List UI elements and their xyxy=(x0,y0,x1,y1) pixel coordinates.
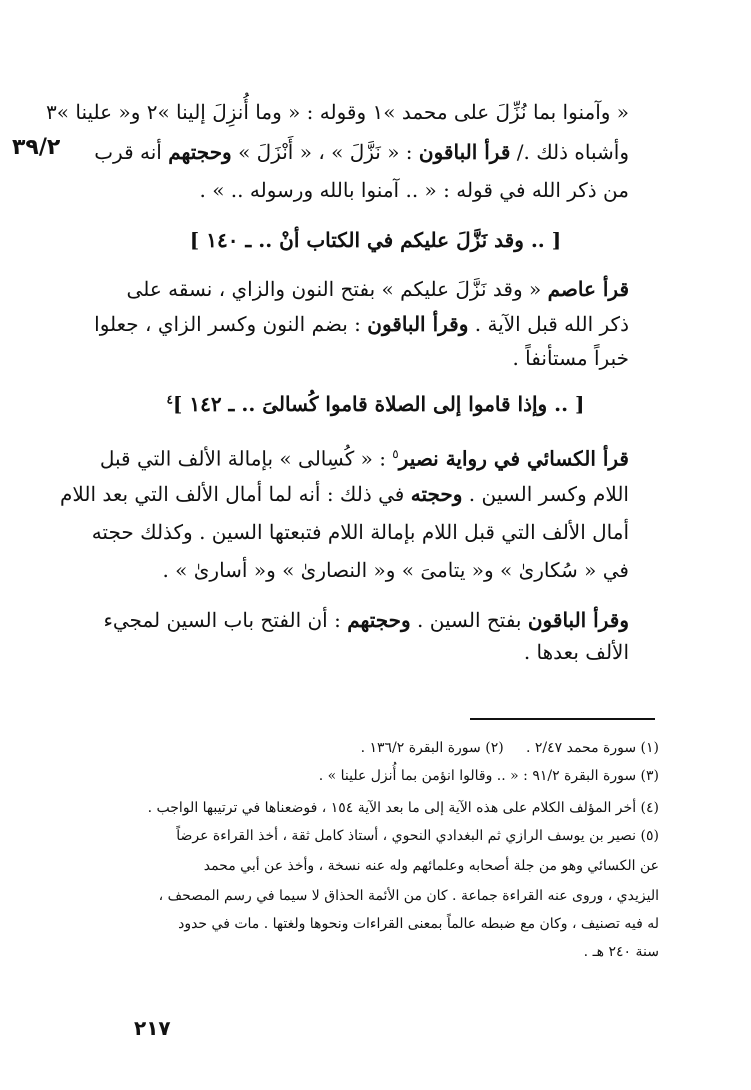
argument-label: وحجته xyxy=(410,482,463,506)
para1-line1: « وآمنوا بما نُزِّلَ على محمد »١ وقوله : « وما أُنزِلَ إلينا »٢ و« علينا »٣ xyxy=(46,100,629,124)
argument-label: وحجتهم xyxy=(168,140,232,164)
verse-text: [ .. وإذا قاموا إلى الصلاة قاموا كُسالىَ .. ـ ١٤٢ ] xyxy=(172,392,585,416)
reader-name: قرأ عاصم xyxy=(547,277,629,301)
footnote-1: (١) سورة محمد ٢/٤٧ . xyxy=(525,740,659,756)
footnote-marker: ٥ xyxy=(392,447,399,461)
page-number: ٢١٧ xyxy=(134,1016,171,1040)
footnote-5-line5: سنة ٢٤٠ هـ . xyxy=(583,944,659,960)
footnote-separator xyxy=(470,718,655,720)
verse-heading-2 xyxy=(0,392,751,416)
text-span: : « نَزَّلَ » ، « أَنْزَلَ » xyxy=(238,140,413,164)
text-span: : « كُسِالى » بإمالة الألف التي قبل xyxy=(99,446,386,471)
para2-line2 xyxy=(94,310,629,338)
footnote-5-line3: اليزيدي ، وروى عنه القراءة جماعة . كان من الأئمة الحذاق لا سيما في رسم المصحف ، xyxy=(158,888,659,904)
para3-line4: في « سُكارىٰ » و« يتامىَ » و« النصارىٰ » و« أسارىٰ » . xyxy=(162,558,629,582)
verse-heading-1: [ .. وقد نَزَّلَ عليكم في الكتاب أنْ .. ـ ١٤٠ ] xyxy=(189,228,562,252)
footnote-5-line1: (٥) نصير بن يوسف الرازي ثم البغدادي النحوي ، أستاذ كامل ثقة ، أخذ القراءة عرضاً xyxy=(176,828,659,844)
footnote-5-line4: له فيه تصنيف ، وكان مع ضبطه عالماً بمعنى القراءات ونحوها ولغتها . مات في حدود xyxy=(178,916,659,932)
text-span: اللام وكسر السين . xyxy=(468,482,629,506)
text-span: « وقد نَزَّلَ عليكم » بفتح النون والزاي ، نسقه على xyxy=(126,277,542,301)
footnote-2: (٢) سورة البقرة ١٣٦/٢ . xyxy=(360,740,504,756)
text-span: : بضم النون وكسر الزاي ، جعلوا xyxy=(94,312,361,336)
footnote-1-2 xyxy=(99,738,659,758)
para4-line2: الألف بعدها . xyxy=(523,640,629,664)
para3-line1 xyxy=(101,440,629,473)
text-span: بفتح السين . xyxy=(417,608,522,632)
argument-label: وحجتهم xyxy=(347,608,411,632)
para2-line1 xyxy=(101,275,629,303)
footnote-marker: ٤ xyxy=(166,392,173,407)
reader-name: قرأ الباقون xyxy=(418,140,511,164)
para1-line2 xyxy=(94,138,629,166)
text-span: في ذلك : أنه لما أمال الألف التي بعد اللام xyxy=(60,482,405,506)
footnote-5-line2: عن الكسائي وهو من جلة أصحابه وعلمائهم وله عنه نسخة ، وأخذ عن أبي محمد xyxy=(203,858,659,874)
para3-line2 xyxy=(60,480,629,508)
text-span: ذكر الله قبل الآية . xyxy=(474,312,629,336)
para4-line1 xyxy=(101,606,629,634)
margin-reference: ٣٩/٢ xyxy=(12,135,61,160)
reader-name: وقرأ الباقون xyxy=(527,608,629,632)
para1-line3: من ذكر الله في قوله : « .. آمنوا بالله ورسوله .. » . xyxy=(199,178,629,202)
text-span: وأشباه ذلك ./ xyxy=(516,140,629,164)
footnote-3: (٣) سورة البقرة ٩١/٢ : « .. وقالوا انؤمن بما أُنزل علينا » . xyxy=(318,768,659,784)
footnote-4: (٤) أخر المؤلف الكلام على هذه الآية إلى ما بعد الآية ١٥٤ ، فوضعناها في ترتيبها الواجب . xyxy=(147,800,659,816)
para2-line3: خبراً مستأنفاً . xyxy=(512,346,629,370)
text-span: : أن الفتح باب السين لمجيء xyxy=(103,608,341,632)
para3-line3: أمال الألف التي قبل اللام بإمالة اللام فتبعتها السين . وكذلك حجته xyxy=(91,520,629,544)
text-span: أنه قرب xyxy=(94,140,162,164)
reader-name: وقرأ الباقون xyxy=(367,312,469,336)
reader-name: قرأ الكسائي في رواية نصير xyxy=(398,446,629,471)
